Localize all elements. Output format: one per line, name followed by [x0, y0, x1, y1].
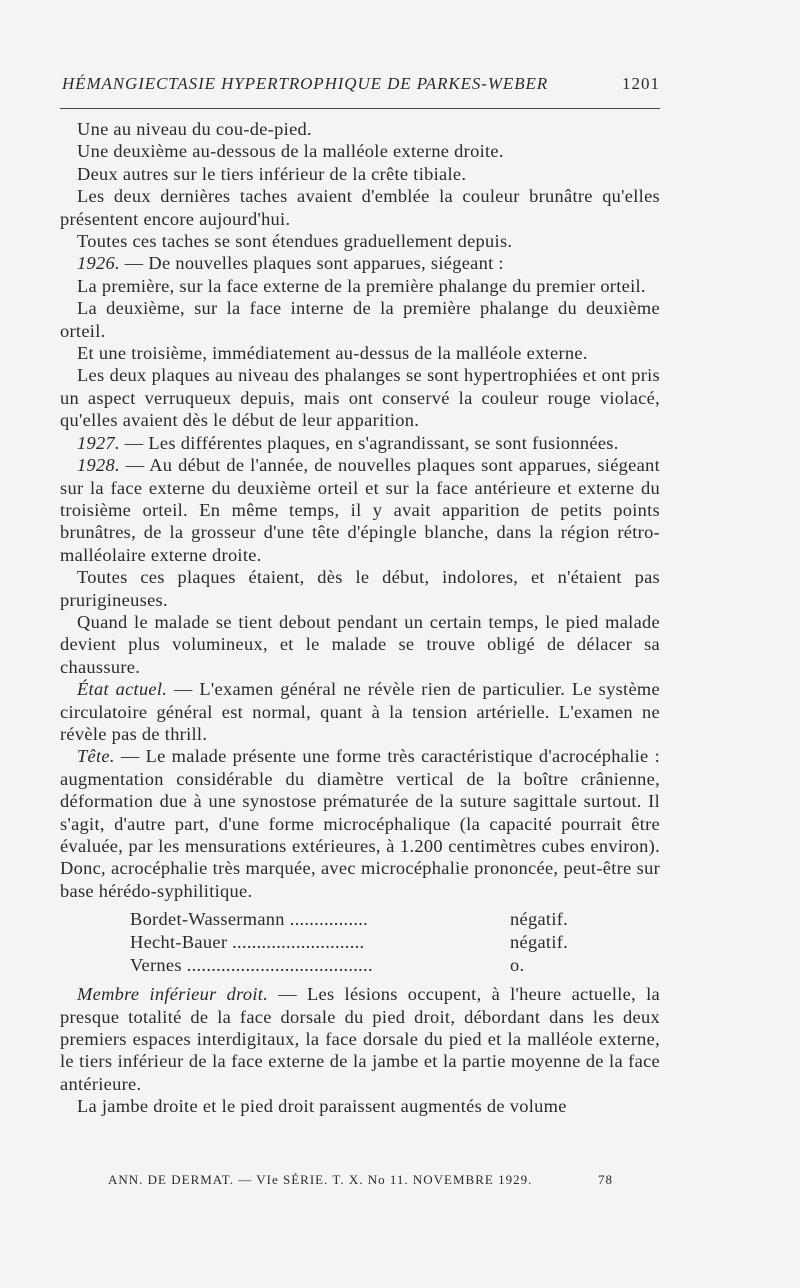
paragraph [60, 566, 660, 611]
result-label: Bordet-Wassermann ................ [130, 909, 369, 930]
running-header [60, 74, 660, 98]
paragraph [60, 983, 660, 1095]
result-label: Hecht-Bauer ........................... [130, 932, 365, 953]
paragraph-text: — De nouvelles plaques sont apparues, siégeant : [119, 253, 504, 274]
result-row [60, 931, 660, 954]
page-footer [60, 1172, 660, 1192]
paragraphs-after [60, 983, 660, 1117]
result-value: négatif. [510, 932, 569, 953]
paragraph-text: Une deuxième au-dessous de la malléole externe droite. [77, 141, 504, 162]
paragraph [60, 364, 660, 431]
result-row [60, 908, 660, 931]
paragraph [60, 275, 660, 297]
paragraph [60, 745, 660, 902]
paragraph-text: — L'examen général ne révèle rien de particulier. Le système circulatoire général est normal, quant à la tension artérielle. L'examen ne révèle pas de thrill. [60, 679, 660, 744]
paragraph [60, 163, 660, 185]
paragraph-lead: État actuel. [77, 679, 168, 700]
header-rule [60, 108, 660, 109]
paragraph-text: Quand le malade se tient debout pendant un certain temps, le pied malade devient plus volumineux, et le malade se trouve obligé de délacer sa chaussure. [60, 611, 660, 677]
page-number: 1201 [622, 74, 660, 93]
paragraph-text: Deux autres sur le tiers inférieur de la crête tibiale. [77, 163, 467, 184]
paragraph-lead: 1928. [77, 455, 120, 476]
result-row [60, 954, 660, 977]
paragraph [60, 1095, 660, 1117]
paragraph [60, 185, 660, 230]
paragraph-text: — Le malade présente une forme très caractéristique d'acrocéphalie : augmentation considérable du diamètre vertical de la boître crânienne, déformation due à une synostose prématurée de la suture sagittale surtout. Il s'agit, d'autre part, d'une forme microcéphalique (la capacité pourrait être évaluée, par les mensurations extérieures, à 1.200 centimètres cubes environ). Donc, acrocéphalie très marquée, avec microcéphalie prononcée, peut-être sur base hérédo-syphilitique. [60, 746, 660, 901]
paragraph-text: Une au niveau du cou-de-pied. [77, 119, 312, 139]
paragraph-text: Les deux plaques au niveau des phalanges se sont hypertrophiées et ont pris un aspect verruqueux depuis, mais ont conservé la couleur rouge violacé, qu'elles avaient dès le début de leur apparition. [60, 365, 660, 431]
paragraph-lead: 1926. [77, 253, 120, 274]
paragraph-lead: Membre inférieur droit. [77, 984, 269, 1005]
paragraph [60, 252, 660, 274]
journal-reference: ANN. DE DERMAT. — VIe SÉRIE. T. X. No 11. NOVEMBRE 1929. [108, 1172, 533, 1187]
paragraph-text: Toutes ces plaques étaient, dès le début, indolores, et n'étaient pas prurigineuses. [60, 567, 660, 610]
paragraph [60, 454, 660, 566]
result-value: négatif. [510, 909, 569, 930]
paragraph [60, 297, 660, 342]
paragraph-text: Les deux dernières taches avaient d'emblée la couleur brunâtre qu'elles présentent encore aujourd'hui. [60, 186, 660, 229]
paragraph-lead: Tête. [77, 746, 115, 767]
paragraph [60, 118, 660, 140]
running-title: HÉMANGIECTASIE HYPERTROPHIQUE DE PARKES-WEBER [62, 74, 549, 93]
result-label: Vernes ...................................... [130, 955, 373, 976]
paragraph [60, 432, 660, 454]
paragraph-text: Toutes ces taches se sont étendues graduellement depuis. [77, 231, 513, 252]
paragraph [60, 678, 660, 745]
result-value: o. [510, 955, 525, 976]
paragraph-text: La jambe droite et le pied droit paraissent augmentés de volume [77, 1096, 567, 1117]
paragraph-text: La première, sur la face externe de la première phalange du premier orteil. [77, 275, 646, 296]
paragraph [60, 230, 660, 252]
paragraph-text: — Les différentes plaques, en s'agrandissant, se sont fusionnées. [119, 432, 619, 453]
paragraph-text: — Au début de l'année, de nouvelles plaques sont apparues, siégeant sur la face externe du deuxième orteil et sur la face antérieure et externe du troisième orteil. En même temps, il y avait apparition de petits points brunâtres, de la grosseur d'une tête d'épingle blanche, dans la région rétro-malléolaire externe droite. [60, 455, 660, 565]
paragraph [60, 342, 660, 364]
paragraph-text: — Les lésions occupent, à l'heure actuelle, la presque totalité de la face dorsale du pied droit, débordant dans les deux premiers espaces interdigitaux, la face dorsale du pied et la malléole externe, le tiers inférieur de la face externe de la jambe et la partie moyenne de la face antérieure. [60, 984, 661, 1094]
body-text [60, 118, 660, 1118]
signature-mark: 78 [598, 1172, 613, 1187]
paragraph-lead: 1927. [77, 432, 120, 453]
paragraph-text: La deuxième, sur la face interne de la première phalange du deuxième orteil. [60, 298, 660, 341]
serology-results [60, 908, 660, 977]
paragraph [60, 140, 660, 162]
paragraph-text: Et une troisième, immédiatement au-dessus de la malléole externe. [77, 343, 588, 364]
paragraphs-before [60, 118, 660, 902]
paragraph [60, 611, 660, 678]
